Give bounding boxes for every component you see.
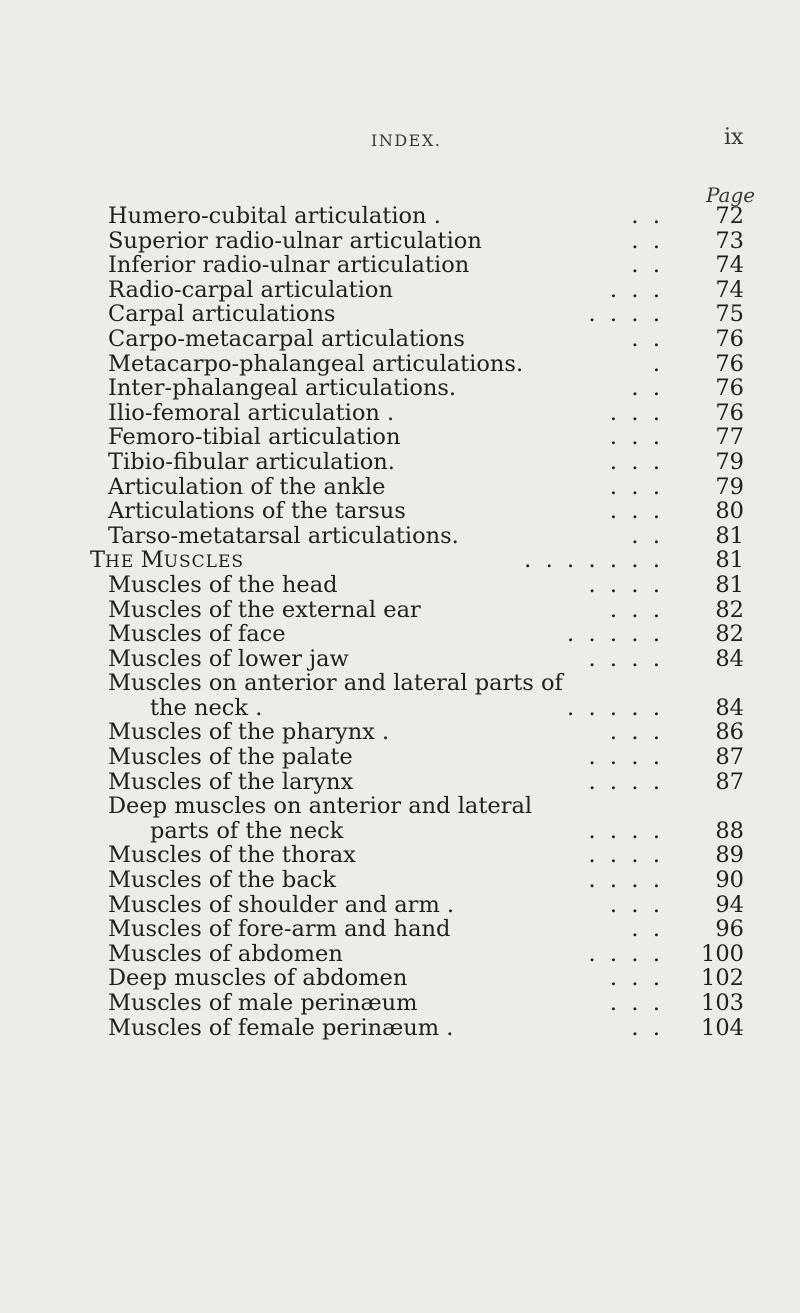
index-entry bbox=[0, 376, 800, 401]
page-number: ix bbox=[724, 125, 744, 150]
entry-title: Muscles of the head bbox=[108, 571, 338, 598]
entry-title: Muscles of the thorax bbox=[108, 842, 356, 869]
entry-title: Muscles of the pharynx . bbox=[108, 719, 390, 746]
entry-page: 77 bbox=[715, 424, 744, 451]
leader-dots: . . bbox=[631, 375, 660, 402]
index-entry bbox=[0, 302, 800, 327]
entry-title: Muscles of the external ear bbox=[108, 596, 421, 623]
entry-page: 76 bbox=[715, 375, 744, 402]
entry-title: Muscles of abdomen bbox=[108, 940, 343, 967]
leader-dots: . . . bbox=[609, 498, 660, 525]
index-entry bbox=[0, 991, 800, 1016]
entry-title: Deep muscles on anterior and lateral bbox=[108, 793, 533, 820]
leader-dots: . . . bbox=[609, 596, 660, 623]
entry-page: 81 bbox=[715, 547, 744, 574]
index-entry bbox=[0, 868, 800, 893]
leader-dots: . . . . . bbox=[567, 694, 660, 721]
leader-dots: . . . bbox=[609, 473, 660, 500]
entry-title: Radio-carpal articulation bbox=[108, 276, 393, 303]
entry-page: 73 bbox=[715, 227, 744, 254]
entry-page: 100 bbox=[701, 940, 744, 967]
entry-title: Inferior radio-ulnar articulation bbox=[108, 252, 470, 279]
entry-title: Muscles of the palate bbox=[108, 744, 353, 771]
entry-page: 87 bbox=[715, 744, 744, 771]
entry-title: Tibio-fibular articulation. bbox=[108, 448, 395, 475]
entry-title: Muscles of face bbox=[108, 621, 286, 648]
entry-title: Deep muscles of abdomen bbox=[108, 965, 408, 992]
index-section-heading bbox=[0, 548, 800, 573]
index-entry bbox=[0, 647, 800, 672]
leader-dots: . . bbox=[631, 227, 660, 254]
entry-page: 74 bbox=[715, 252, 744, 279]
index-entry bbox=[0, 327, 800, 352]
entry-page: 80 bbox=[715, 498, 744, 525]
entry-title: Superior radio-ulnar articulation bbox=[108, 227, 482, 254]
entry-page: 79 bbox=[715, 473, 744, 500]
leader-dots: . . . . bbox=[588, 842, 660, 869]
entry-page: 76 bbox=[715, 399, 744, 426]
leader-dots: . . . . . . . bbox=[524, 547, 660, 574]
leader-dots: . . bbox=[631, 916, 660, 943]
leader-dots: . . . bbox=[609, 276, 660, 303]
entry-page: 94 bbox=[715, 891, 744, 918]
leader-dots: . . bbox=[631, 252, 660, 279]
entry-page: 76 bbox=[715, 350, 744, 377]
leader-dots: . . . bbox=[609, 965, 660, 992]
entry-title: Muscles of male perinæum bbox=[108, 990, 418, 1016]
entry-page: 84 bbox=[715, 694, 744, 721]
index-entry bbox=[0, 475, 800, 500]
entry-title: Muscles on anterior and lateral parts of bbox=[108, 670, 563, 697]
leader-dots: . . . bbox=[609, 399, 660, 426]
leader-dots: . . . . bbox=[588, 301, 660, 328]
index-entry bbox=[0, 720, 800, 745]
entry-title: the neck . bbox=[150, 694, 263, 721]
leader-dots: . . . . bbox=[588, 744, 660, 771]
leader-dots: . . . . . bbox=[567, 621, 660, 648]
entry-page: 82 bbox=[715, 596, 744, 623]
leader-dots: . . . bbox=[609, 719, 660, 746]
index-entry bbox=[0, 573, 800, 598]
leader-dots: . . bbox=[631, 203, 660, 229]
index-entry bbox=[0, 745, 800, 770]
entry-title: Femoro-tibial articulation bbox=[108, 424, 401, 451]
index-entry bbox=[0, 966, 800, 991]
entry-page: 96 bbox=[715, 916, 744, 943]
entry-page: 104 bbox=[701, 1014, 744, 1041]
entry-title: Metacarpo-phalangeal articulations. bbox=[108, 350, 524, 377]
index-entry bbox=[0, 204, 800, 229]
leader-dots: . . . . bbox=[588, 571, 660, 598]
entry-title: Muscles of shoulder and arm . bbox=[108, 891, 455, 918]
entry-title: Humero-cubital articulation . bbox=[108, 203, 441, 229]
entry-page: 102 bbox=[701, 965, 744, 992]
entry-page: 76 bbox=[715, 325, 744, 352]
index-entry bbox=[0, 401, 800, 426]
leader-dots: . . bbox=[631, 522, 660, 549]
entry-title: Muscles of fore-arm and hand bbox=[108, 916, 451, 943]
index-entry bbox=[0, 671, 800, 696]
index-entry-continuation bbox=[0, 696, 800, 721]
entry-page: 79 bbox=[715, 448, 744, 475]
entry-title: Muscles of lower jaw bbox=[108, 645, 349, 672]
leader-dots: . . bbox=[631, 325, 660, 352]
index-entry bbox=[0, 598, 800, 623]
entry-title: Carpal articulations bbox=[108, 301, 336, 328]
index-entry bbox=[0, 352, 800, 377]
entry-page: 103 bbox=[701, 990, 744, 1016]
leader-dots: . . . bbox=[609, 424, 660, 451]
leader-dots: . bbox=[652, 350, 660, 377]
leader-dots: . . . bbox=[609, 891, 660, 918]
index-entry bbox=[0, 1016, 800, 1041]
entry-title: Muscles of female perinæum . bbox=[108, 1014, 454, 1041]
leader-dots: . . . . bbox=[588, 940, 660, 967]
entry-page: 88 bbox=[715, 817, 744, 844]
index-entry bbox=[0, 450, 800, 475]
entry-page: 74 bbox=[715, 276, 744, 303]
leader-dots: . . . . bbox=[588, 768, 660, 795]
entry-page: 75 bbox=[715, 301, 744, 328]
entry-title: Muscles of the larynx bbox=[108, 768, 354, 795]
entry-title: Tarso-metatarsal articulations. bbox=[108, 522, 459, 549]
entry-page: 86 bbox=[715, 719, 744, 746]
entry-title: THE MUSCLES bbox=[90, 547, 245, 574]
index-entry-continuation bbox=[0, 819, 800, 844]
index-entry bbox=[0, 499, 800, 524]
leader-dots: . . . . bbox=[588, 867, 660, 894]
entry-title: Articulations of the tarsus bbox=[108, 498, 406, 525]
entry-page: 81 bbox=[715, 522, 744, 549]
index-entry bbox=[0, 425, 800, 450]
entry-title: Carpo-metacarpal articulations bbox=[108, 325, 465, 352]
index-entry bbox=[0, 843, 800, 868]
index-entries bbox=[0, 204, 800, 1040]
leader-dots: . . bbox=[631, 1014, 660, 1041]
index-entry bbox=[0, 794, 800, 819]
entry-page: 81 bbox=[715, 571, 744, 598]
entry-title: Articulation of the ankle bbox=[108, 473, 386, 500]
entry-page: 84 bbox=[715, 645, 744, 672]
entry-page: 82 bbox=[715, 621, 744, 648]
running-title: INDEX. bbox=[371, 131, 442, 150]
index-entry bbox=[0, 917, 800, 942]
entry-page: 90 bbox=[715, 867, 744, 894]
page-column-label: Page bbox=[706, 183, 756, 207]
entry-page: 87 bbox=[715, 768, 744, 795]
leader-dots: . . . bbox=[609, 990, 660, 1016]
entry-title: Inter-phalangeal articulations. bbox=[108, 375, 457, 402]
index-entry bbox=[0, 893, 800, 918]
leader-dots: . . . bbox=[609, 448, 660, 475]
index-entry bbox=[0, 278, 800, 303]
index-entry bbox=[0, 622, 800, 647]
entry-title: Ilio-femoral articulation . bbox=[108, 399, 395, 426]
entry-page: 89 bbox=[715, 842, 744, 869]
entry-title: parts of the neck bbox=[150, 817, 344, 844]
index-entry bbox=[0, 229, 800, 254]
index-entry bbox=[0, 770, 800, 795]
index-entry bbox=[0, 253, 800, 278]
leader-dots: . . . . bbox=[588, 817, 660, 844]
entry-title: Muscles of the back bbox=[108, 867, 336, 894]
index-entry bbox=[0, 524, 800, 549]
index-entry bbox=[0, 942, 800, 967]
leader-dots: . . . . bbox=[588, 645, 660, 672]
entry-page: 72 bbox=[715, 203, 744, 229]
